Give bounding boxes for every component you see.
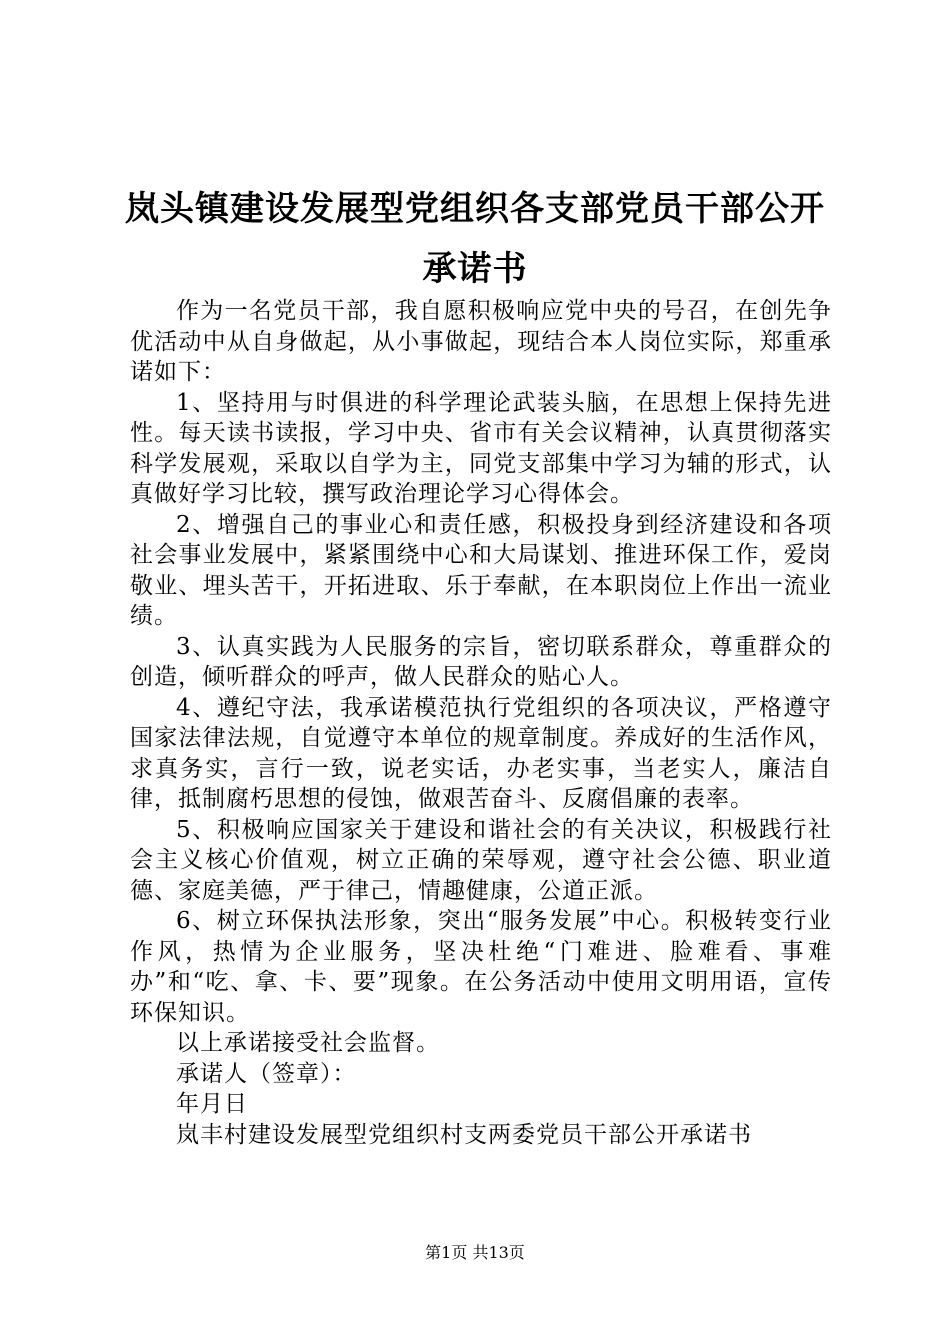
signature-line: 承诺人（签章）： [176,1060,357,1087]
date-line: 年月日 [176,1091,248,1117]
document-title-line-1: 岚头镇建设发展型党组织各支部党员干部公开 [125,189,825,229]
next-document-title: 岚丰村建设发展型党组织村支两委党员干部公开承诺书 [176,1121,752,1148]
intro-paragraph: 作为一名党员干部，我自愿积极响应党中央的号召，在创先争优活动中从自身做起，从小事做起，现结合本人岗位实际，郑重承诺如下： [130,298,832,385]
commitment-item-3: 3、认真实践为人民服务的宗旨，密切联系群众，尊重群众的创造，倾听群众的呼声，做人民群众的贴心人。 [130,633,832,690]
commitment-item-2: 2、增强自己的事业心和责任感，积极投身到经济建设和各项社会事业发展中，紧紧围绕中心和大局谋划、推进环保工作，爱岗敬业、埋头苦干，开拓进取、乐于奉献，在本职岗位上作出一流业绩。 [130,511,832,629]
page-footer: 第1页 共13页 [425,1243,525,1262]
commitment-item-4: 4、遵纪守法，我承诺模范执行党组织的各项决议，严格遵守国家法律法规，自觉遵守本单位的规章制度。养成好的生活作风，求真务实，言行一致，说老实话，办老实事，当老实人，廉洁自律，抵制腐朽思想的侵蚀，做艰苦奋斗、反腐倡廉的表率。 [130,694,832,812]
commitment-item-6: 6、树立环保执法形象，突出“服务发展”中心。积极转变行业作风，热情为企业服务，坚决杜绝“门难进、脸难看、事难办”和“吃、拿、卡、要”现象。在公务活动中使用文明用语，宣传环保知识。 [130,908,832,1026]
document-body [130,296,832,1150]
document-title-line-2: 承诺书 [422,249,528,289]
commitment-item-1: 1、坚持用与时俱进的科学理论武装头脑，在思想上保持先进性。每天读书读报，学习中央、省市有关会议精神，认真贯彻落实科学发展观，采取以自学为主，同党支部集中学习为辅的形式，认真做好学习比较，撰写政治理论学习心得体会。 [130,389,832,507]
commitment-item-5: 5、积极响应国家关于建设和谐社会的有关决议，积极践行社会主义核心价值观，树立正确的荣辱观，遵守社会公德、职业道德、家庭美德，严于律己，情趣健康，公道正派。 [130,816,832,904]
closing-statement: 以上承诺接受社会监督。 [176,1030,440,1056]
